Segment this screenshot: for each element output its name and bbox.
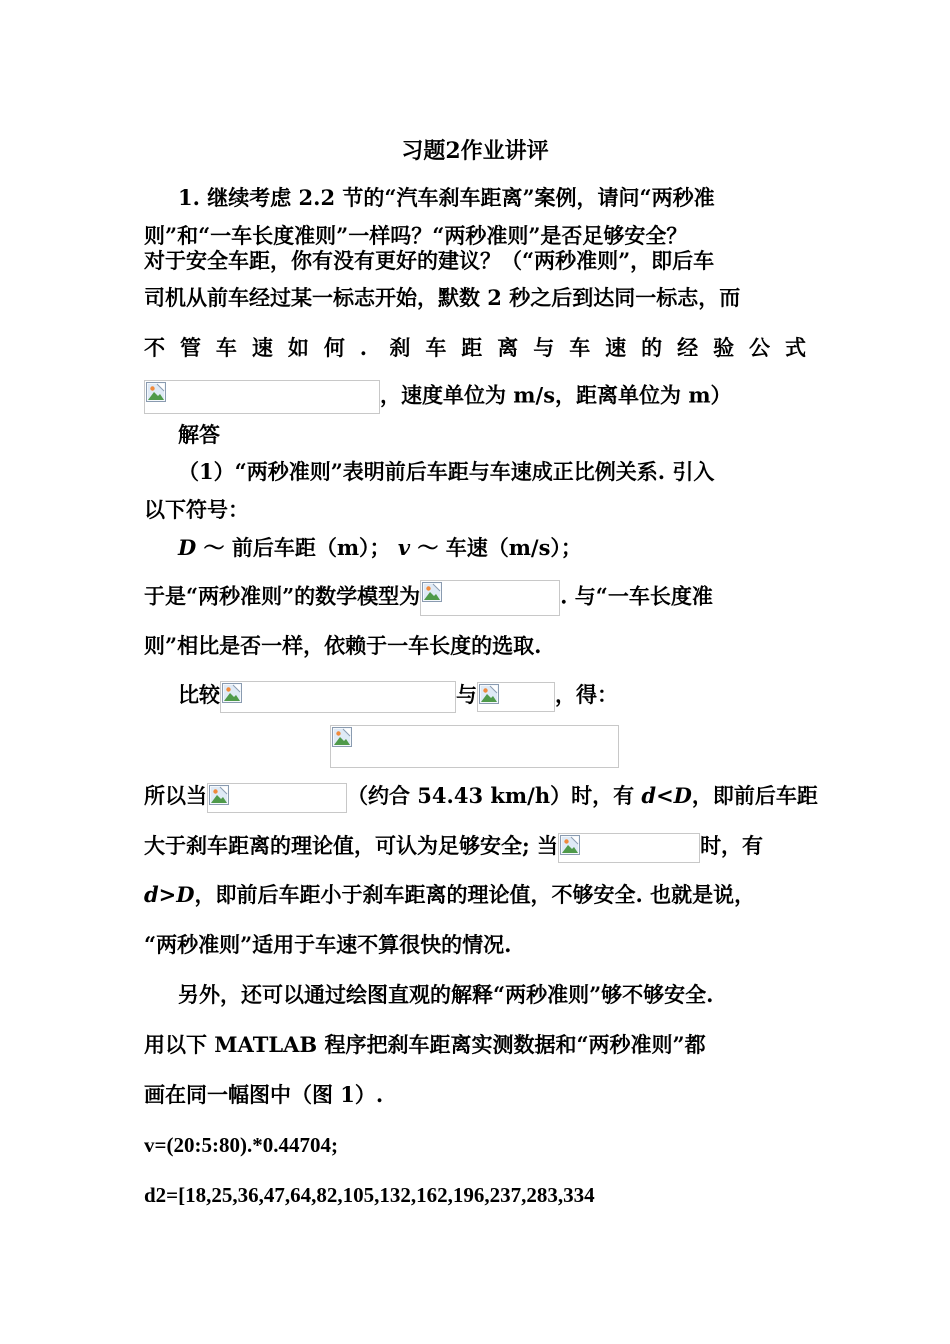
- broken-image-icon: [560, 835, 580, 855]
- formula-image-placeholder: [330, 725, 619, 768]
- problem-line-4: 司机从前车经过某一标志开始，默数 2 秒之后到达同一标志，而: [144, 285, 741, 310]
- symbol-D: D: [178, 535, 197, 560]
- model-text: 于是“两秒准则”的数学模型为: [144, 583, 421, 609]
- compare-text-c: ，得：: [555, 682, 618, 707]
- answer-p2-line-1: [144, 580, 713, 616]
- text-span: 大于刹车距离的理论值，可认为足够安全; 当: [144, 833, 559, 858]
- text-span: 所以当: [144, 783, 207, 808]
- model-text-2: . 与“一车长度准: [560, 583, 713, 609]
- answer-p2-line-2: 则”相比是否一样，依赖于一车长度的选取.: [144, 633, 542, 658]
- broken-image-icon: [422, 582, 442, 602]
- formula-image-placeholder: [207, 783, 347, 813]
- code-line-2: d2=[18,25,36,47,64,82,105,132,162,196,237,283,334: [144, 1183, 595, 1207]
- formula-image-placeholder: [220, 681, 456, 713]
- formula-image-placeholder: [558, 833, 700, 863]
- answer-p3-line-3: [144, 880, 755, 910]
- text-span: （约合 54.43 km/h）时，有: [347, 783, 642, 808]
- answer-p4-line-1: 另外，还可以通过绘图直观的解释“两秒准则”够不够安全.: [178, 982, 714, 1007]
- answer-p3-line-4: “两秒准则”适用于车速不算很快的情况.: [144, 932, 512, 957]
- symbol-definitions: [178, 533, 582, 563]
- answer-p1-line-1: （1）“两秒准则”表明前后车距与车速成正比例关系. 引入: [178, 459, 715, 484]
- answer-p1-line-2: 以下符号：: [144, 497, 249, 522]
- problem-line-3: 对于安全车距，你有没有更好的建议？（“两秒准则”，即后车: [144, 248, 715, 273]
- broken-image-icon: [222, 683, 242, 703]
- answer-p4-line-2: 用以下 MATLAB 程序把刹车距离实测数据和“两秒准则”都: [144, 1032, 706, 1057]
- symbol-v: v: [397, 535, 411, 560]
- formula-image-placeholder: [477, 682, 555, 712]
- text-span: ，即前后车距: [691, 783, 818, 808]
- problem-line-2: 则”和“一车长度准则”一样吗？“两秒准则”是否足够安全？: [144, 223, 688, 248]
- formula-image-placeholder: [420, 580, 560, 616]
- inequality-d-lt-D: d<D: [641, 783, 692, 808]
- text-span: ，即前后车距小于刹车距离的理论值，不够安全. 也就是说，: [194, 882, 756, 907]
- problem-line-5: 不管车速如何. 刹车距离与车速的经验公式: [144, 335, 806, 360]
- answer-p4-line-3: 画在同一幅图中（图 1）.: [144, 1082, 384, 1107]
- answer-p3-line-2: [144, 831, 763, 863]
- page-title: 习题2作业讲评: [401, 138, 549, 164]
- compare-text-b: 与: [456, 682, 477, 707]
- text-span: 时，有: [700, 833, 764, 858]
- broken-image-icon: [479, 684, 499, 704]
- compare-text-a: 比较: [178, 682, 220, 707]
- answer-p3-line-1: [144, 781, 818, 813]
- code-line-1: v=(20:5:80).*0.44704;: [144, 1133, 338, 1157]
- problem-units-text: ，速度单位为 m/s，距离单位为 m）: [380, 382, 732, 408]
- broken-image-icon: [332, 727, 352, 747]
- answer-heading: 解答: [178, 422, 220, 447]
- derived-formula: [330, 725, 619, 768]
- broken-image-icon: [209, 785, 229, 805]
- compare-line: [178, 680, 618, 713]
- broken-image-icon: [146, 382, 166, 402]
- symbol-D-desc: ～ 前后车距（m）；: [196, 535, 391, 560]
- symbol-v-desc: ～ 车速（m/s）；: [410, 535, 582, 560]
- problem-line-6: [144, 380, 732, 414]
- formula-image-placeholder: [144, 380, 380, 414]
- problem-line-1: 1. 继续考虑 2.2 节的“汽车刹车距离”案例，请问“两秒准: [178, 185, 715, 210]
- inequality-d-gt-D: d>D: [144, 882, 195, 907]
